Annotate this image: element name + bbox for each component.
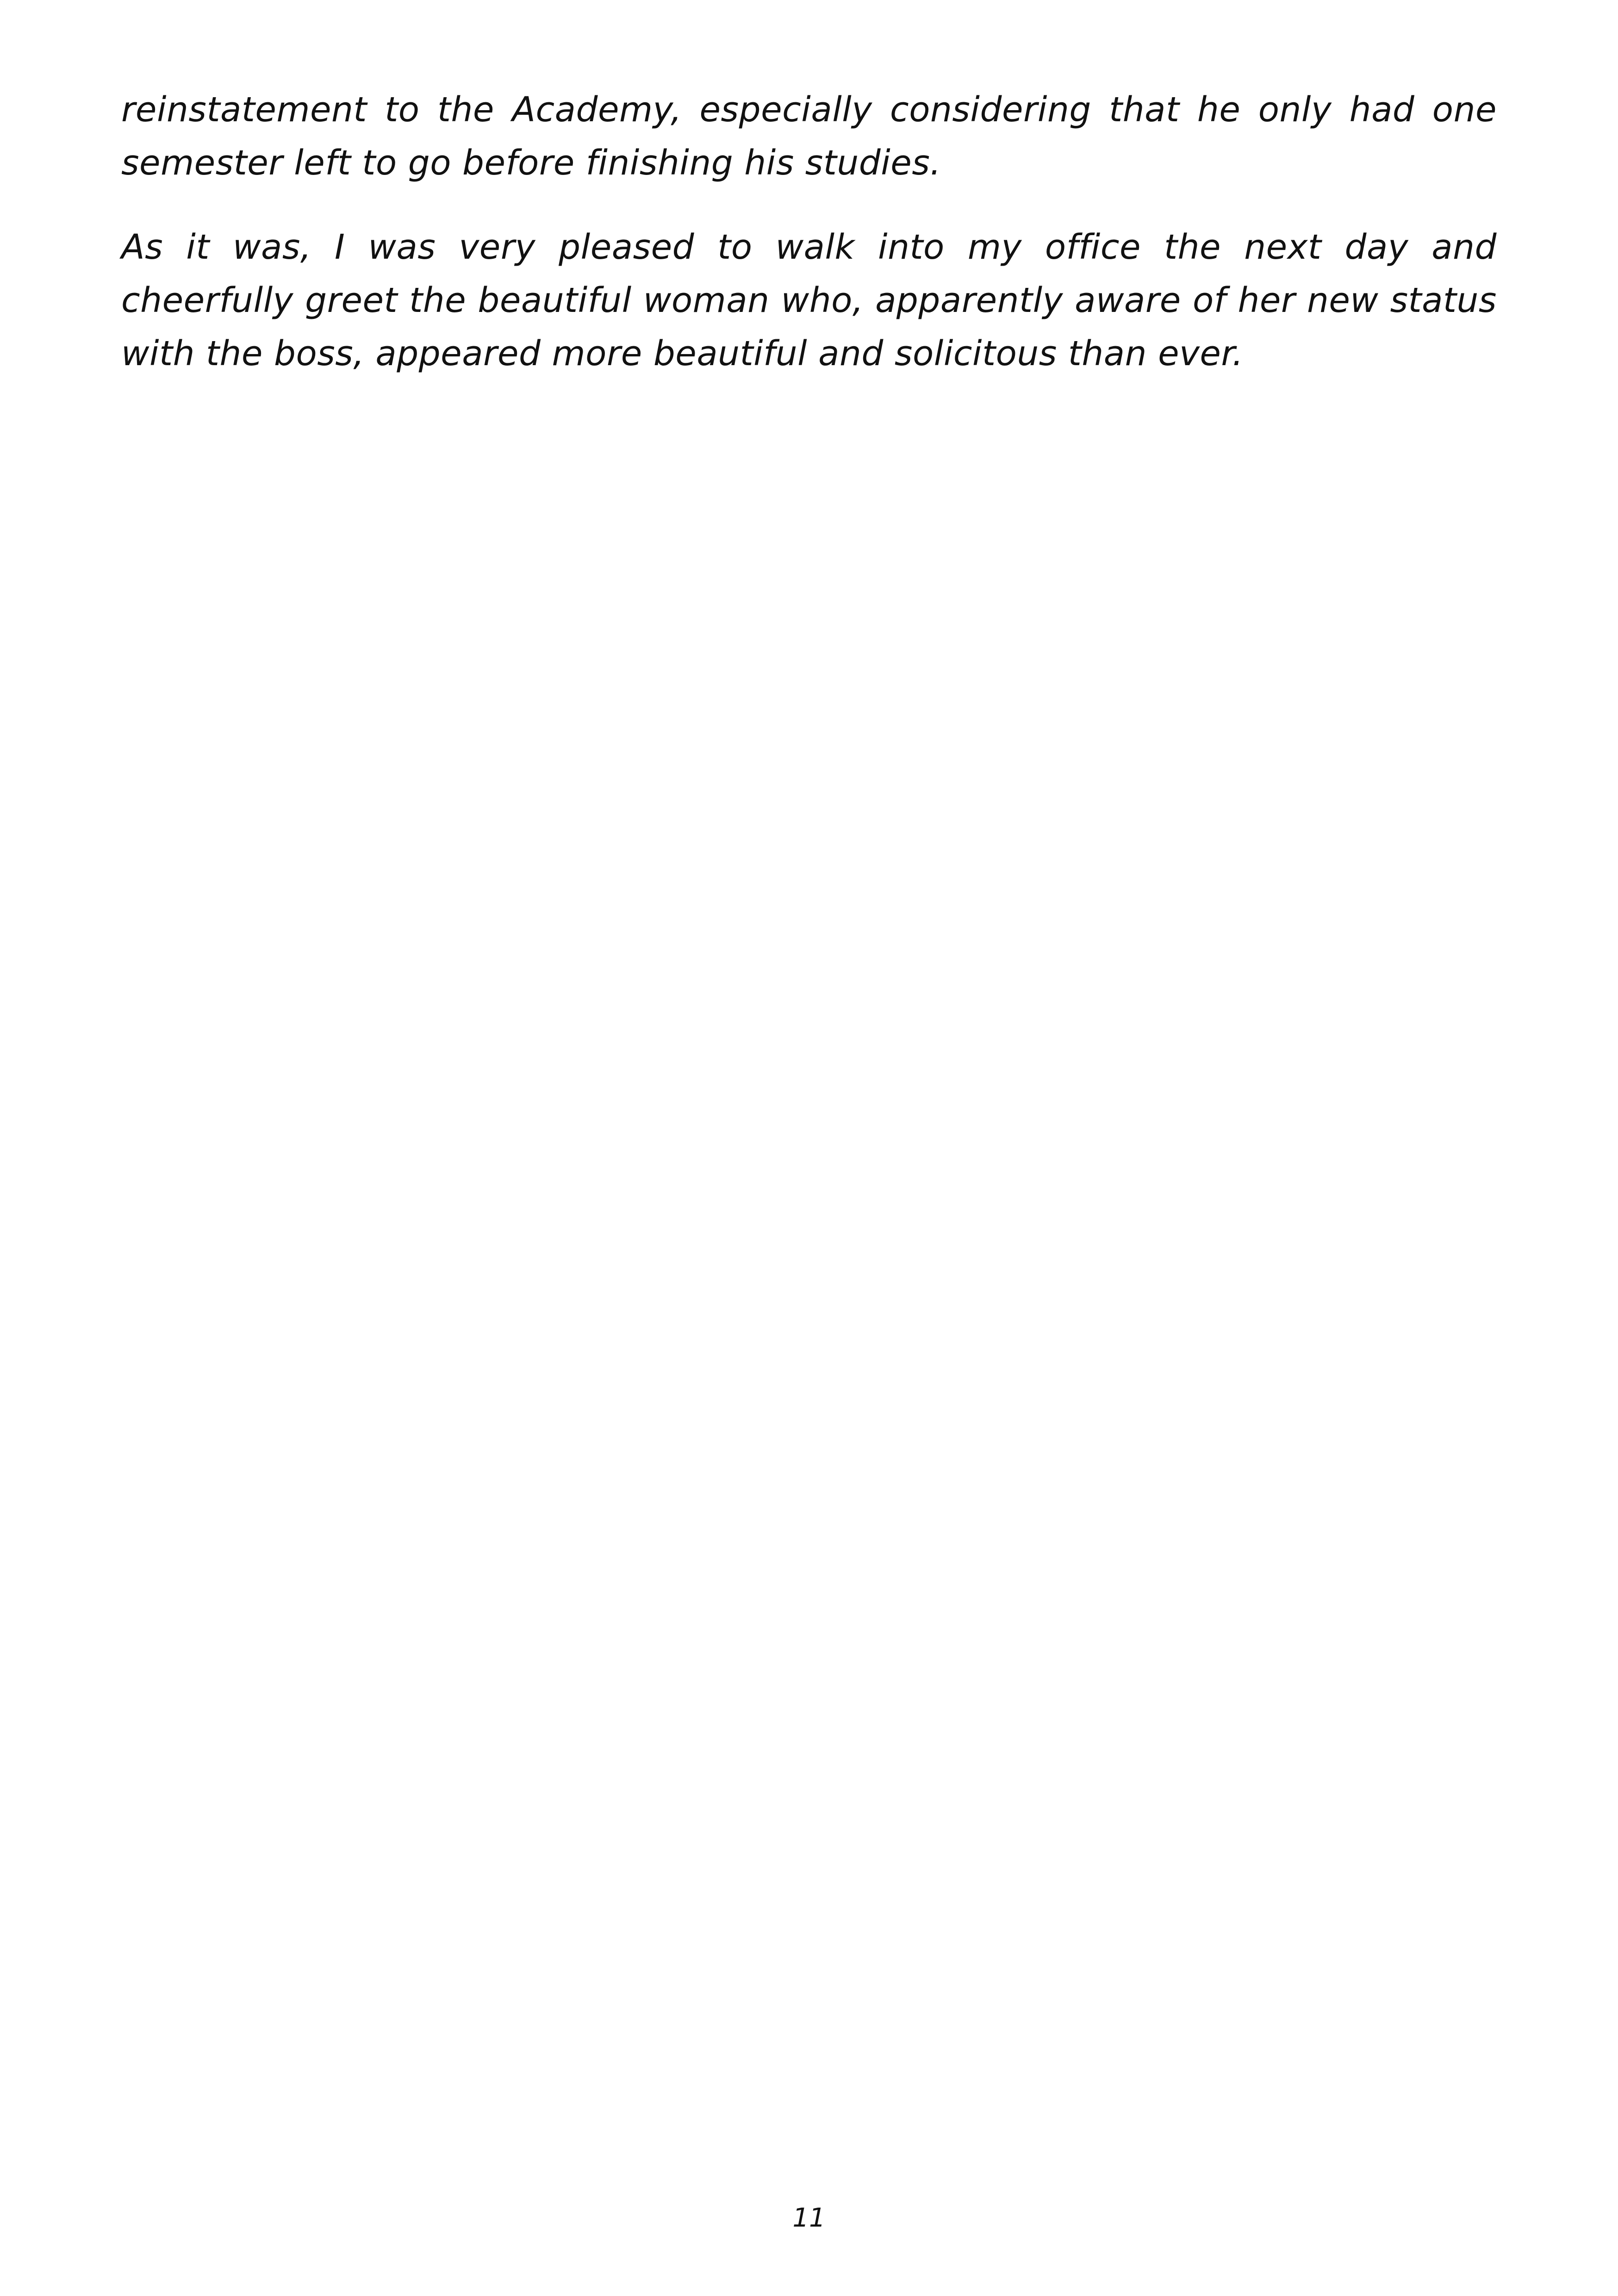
document-page bbox=[121, 83, 1497, 411]
page-number: 11 bbox=[792, 2203, 826, 2233]
paragraph: reinstatement to the Academy, especially considering that he only had one semester left to go before finishing his studies. bbox=[121, 90, 1497, 183]
paragraph: As it was, I was very pleased to walk into my office the next day and cheerfully greet the beautiful woman who, apparently aware of her new status with the boss, appeared more beautiful and solicitous than ever. bbox=[121, 227, 1497, 373]
